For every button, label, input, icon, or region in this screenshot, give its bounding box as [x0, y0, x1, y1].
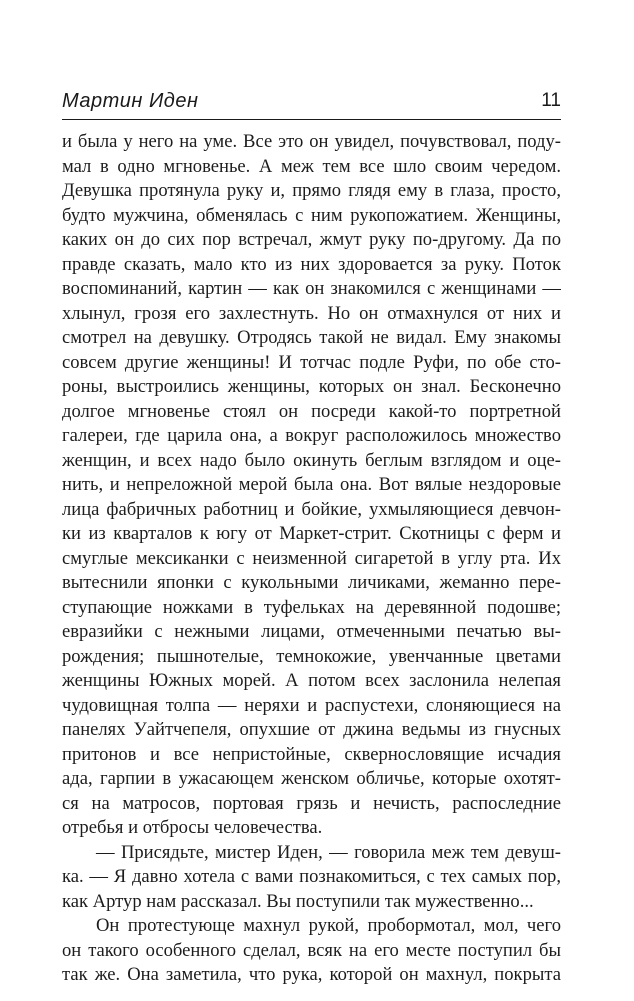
text-line: роны, выстроились женщины, которых он знал. Бесконечно: [62, 376, 561, 397]
running-title: Мартин Иден: [62, 90, 199, 112]
page-number: 11: [541, 90, 561, 111]
text-line: воспоминаний, картин — как он знакомился с женщинами —: [62, 278, 561, 299]
text-line: совсем другие женщины! И тотчас подле Руфи, по обе сто-: [62, 351, 561, 373]
text-line: смуглые мексиканки с неизменной сигаретой в углу рта. Их: [62, 547, 561, 569]
text-line: нить, и непреложной мерой была она. Вот вялые нездоровые: [62, 474, 561, 495]
text-line: евразийки с нежными лицами, отмеченными печатью вы-: [62, 621, 561, 642]
header-rule: [62, 119, 561, 120]
text-line: как Артур нам рассказал. Вы поступили так мужественно...: [62, 890, 534, 912]
text-line: женщины Южных морей. А потом всех заслонила нелепая: [62, 670, 561, 691]
body-text: [62, 130, 561, 988]
text-line: и была у него на уме. Все это он увидел, почувствовал, поду-: [62, 131, 561, 152]
text-line: смотрел на девушку. Отродясь такой не видал. Ему знакомы: [62, 327, 561, 348]
text-line: отребья и отбросы человечества.: [62, 817, 323, 838]
text-line: притонов и все непристойные, сквернословящие исчадия: [62, 743, 561, 765]
text-line: Он протестующе махнул рукой, пробормотал, мол, чего: [96, 915, 561, 936]
text-line: ки из кварталов к югу от Маркет-стрит. Скотницы с ферм и: [62, 523, 561, 544]
text-line: лица фабричных работниц и бойкие, ухмыляющиеся девчон-: [62, 498, 561, 520]
text-line: ка. — Я давно хотела с вами познакомиться, с тех самых пор,: [62, 866, 561, 887]
text-line: мал в одно мгновенье. А меж тем все шло своим чередом.: [62, 155, 561, 177]
text-line: хлынул, грозя его захлестнуть. Но он отмахнулся от них и: [62, 302, 561, 324]
text-line: ступающие ножками в туфельках на деревянной подошве;: [62, 596, 561, 618]
text-line: панелях Уайтчепеля, опухшие от джина ведьмы из гнусных: [62, 719, 561, 740]
text-line: вытеснили японки с кукольными личиками, жеманно пере-: [62, 572, 561, 593]
text-line: так же. Она заметила, что рука, которой он махнул, покрыта: [62, 964, 561, 985]
text-line: рождения; пышнотелые, темнокожие, увенчанные цветами: [62, 645, 561, 667]
text-line: — Присядьте, мистер Иден, — говорила меж тем девуш-: [96, 841, 561, 863]
text-line: долгое мгновенье стоял он посреди какой-то портретной: [62, 400, 561, 422]
text-line: каких он до сих пор встречал, жмут руку по-другому. Да по: [62, 229, 561, 250]
text-line: правде сказать, мало кто из них здоровается за руку. Поток: [62, 253, 561, 275]
text-line: ада, гарпии в ужасающем женском обличье, которые охотят-: [62, 768, 561, 789]
running-head: [62, 86, 561, 116]
text-line: он такого особенного сделал, всяк на его месте поступил бы: [62, 939, 561, 961]
text-line: Девушка протянула руку и, прямо глядя ему в глаза, просто,: [62, 180, 561, 201]
text-line: чудовищная толпа — неряхи и распустехи, слоняющиеся на: [62, 694, 561, 716]
text-line: женщин, и всех надо было окинуть беглым взглядом и оце-: [62, 449, 561, 471]
text-line: галереи, где царила она, а вокруг расположилось множество: [62, 425, 561, 446]
text-line: ся на матросов, портовая грязь и нечисть, распоследние: [62, 792, 561, 814]
text-line: будто мужчина, обменялась с ним рукопожатием. Женщины,: [62, 204, 561, 226]
